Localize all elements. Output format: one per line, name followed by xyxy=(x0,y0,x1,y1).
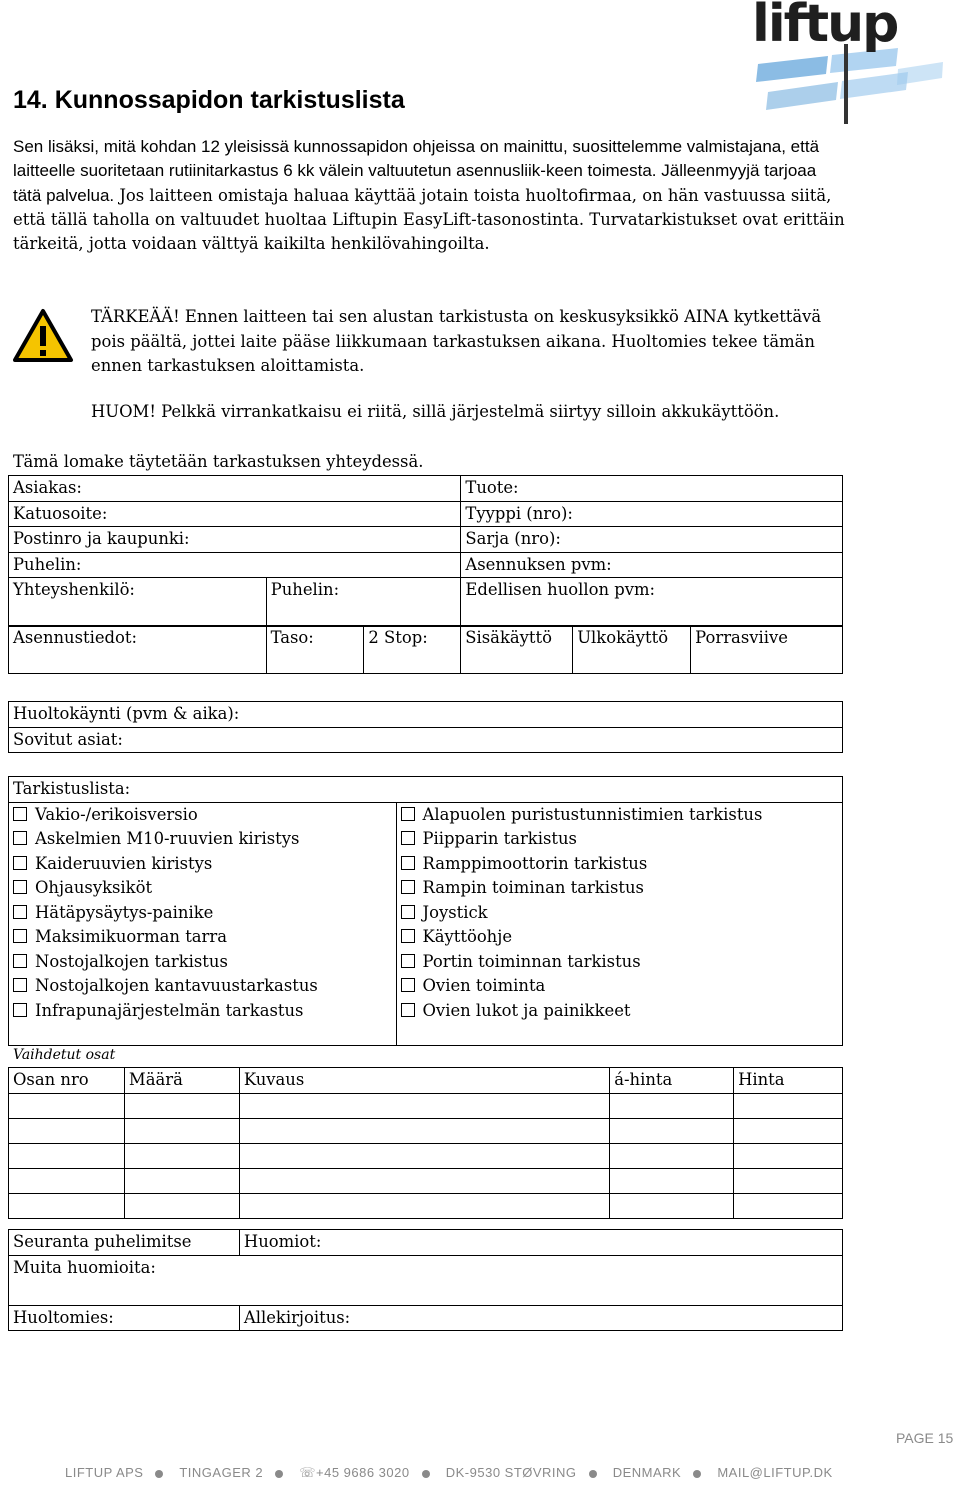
table-row xyxy=(9,1143,843,1168)
checklist-item-label: Ovien toiminta xyxy=(422,976,546,995)
checkbox-icon[interactable] xyxy=(13,929,27,943)
checkbox-icon[interactable] xyxy=(401,978,415,992)
page-title: 14. Kunnossapidon tarkistuslista xyxy=(13,86,405,114)
footer-city: DK-9530 STØVRING xyxy=(445,1465,577,1480)
checklist-item-label: Ovien lukot ja painikkeet xyxy=(422,1000,631,1020)
checkbox-icon[interactable] xyxy=(401,831,415,845)
checklist-item-label: Ramppimoottorin tarkistus xyxy=(422,853,648,873)
postinro-field[interactable]: Postinro ja kaupunki: xyxy=(9,527,461,553)
checklist-item-label: Portin toiminnan tarkistus xyxy=(422,951,641,971)
checklist-item[interactable] xyxy=(401,803,843,828)
checklist-item[interactable] xyxy=(13,852,396,877)
taso-field[interactable]: Taso: xyxy=(266,626,364,674)
checklist-item-label: Joystick xyxy=(422,902,488,922)
bullet-icon xyxy=(589,1470,597,1478)
followup-table xyxy=(8,1229,843,1331)
checkbox-icon[interactable] xyxy=(13,905,27,919)
checklist-item-label: Kaideruuvien kiristys xyxy=(35,853,213,873)
sisakaytto-option[interactable]: Sisäkäyttö xyxy=(461,626,573,674)
parts-header-ahinta: á-hinta xyxy=(610,1068,734,1094)
checkbox-icon[interactable] xyxy=(401,856,415,870)
checklist-title: Tarkistuslista: xyxy=(9,777,843,803)
huomiot-field[interactable]: Huomiot: xyxy=(239,1230,842,1256)
checkbox-icon[interactable] xyxy=(13,856,27,870)
checklist-item-label: Rampin toiminan tarkistus xyxy=(422,878,644,897)
checkbox-icon[interactable] xyxy=(13,831,27,845)
huoltokaynti-field[interactable]: Huoltokäynti (pvm & aika): xyxy=(9,702,843,728)
checklist-item-label: Piipparin tarkistus xyxy=(422,829,577,848)
table-row xyxy=(9,1168,843,1193)
table-row xyxy=(9,1193,843,1218)
checklist-left-column xyxy=(9,802,397,1045)
checkbox-icon[interactable] xyxy=(401,1003,415,1017)
checklist-item[interactable] xyxy=(13,950,396,975)
checklist-item[interactable] xyxy=(401,827,843,852)
checklist-item[interactable] xyxy=(13,803,396,828)
checklist-item[interactable] xyxy=(401,999,843,1024)
service-table xyxy=(8,701,843,753)
parts-header-kuvaus: Kuvaus xyxy=(239,1068,609,1094)
checkbox-icon[interactable] xyxy=(401,880,415,894)
muita-field[interactable]: Muita huomioita: xyxy=(9,1255,843,1280)
checklist-item[interactable] xyxy=(401,876,843,901)
checkbox-icon[interactable] xyxy=(401,929,415,943)
checklist-item[interactable] xyxy=(401,901,843,926)
stop-field[interactable]: 2 Stop: xyxy=(364,626,461,674)
intro-part1: Sen lisäksi, mitä kohdan 12 yleisissä kunnossapidon ohjeissa on mainittu, suosittelemme valmistajana, että laitteelle suoritetaan rutiinitarkastus 6 kk välein valtuutetun asennusliik-keen toimesta. Jälleenmyyjä tarjoaa tätä palvelua. xyxy=(13,137,820,205)
parts-header-hinta: Hinta xyxy=(734,1068,843,1094)
parts-title: Vaihdetut osat xyxy=(13,1047,116,1063)
allekirjoitus-field[interactable]: Allekirjoitus: xyxy=(239,1305,842,1331)
checklist-item-label: Alapuolen puristustunnistimien tarkistus xyxy=(422,804,763,824)
parts-table xyxy=(8,1067,843,1219)
checklist-item[interactable] xyxy=(13,901,396,926)
porrasviive-option[interactable]: Porrasviive xyxy=(691,626,843,674)
footer-email: MAIL@LIFTUP.DK xyxy=(717,1465,833,1480)
sarja-field[interactable]: Sarja (nro): xyxy=(461,527,843,553)
checklist-item[interactable] xyxy=(401,925,843,950)
tuote-field[interactable]: Tuote: xyxy=(461,476,843,502)
checkbox-icon[interactable] xyxy=(13,1003,27,1017)
checklist-item[interactable] xyxy=(13,974,396,999)
checkbox-icon[interactable] xyxy=(401,954,415,968)
asiakas-field[interactable]: Asiakas: xyxy=(9,476,461,502)
logo-text: liftup xyxy=(752,0,898,54)
checkbox-icon[interactable] xyxy=(401,905,415,919)
checklist-item-label: Askelmien M10-ruuvien kiristys xyxy=(35,829,300,848)
huoltomies-field[interactable]: Huoltomies: xyxy=(9,1305,240,1331)
ulkokaytto-option[interactable]: Ulkokäyttö xyxy=(573,626,691,674)
checklist-item-label: Nostojalkojen tarkistus xyxy=(35,951,228,971)
asennus-field[interactable]: Asennuksen pvm: xyxy=(461,552,843,578)
edellinen-field[interactable]: Edellisen huollon pvm: xyxy=(461,578,843,627)
install-table xyxy=(8,625,843,674)
page-number: PAGE 15 xyxy=(896,1430,954,1446)
checklist-item[interactable] xyxy=(13,876,396,901)
fill-note: Tämä lomake täytetään tarkastuksen yhteydessä. xyxy=(13,452,424,471)
checkbox-icon[interactable] xyxy=(13,978,27,992)
checkbox-icon[interactable] xyxy=(13,954,27,968)
checkbox-icon[interactable] xyxy=(401,807,415,821)
checklist-item-label: Infrapunajärjestelmän tarkastus xyxy=(35,1000,304,1020)
warning-text: TÄRKEÄÄ! Ennen laitteen tai sen alustan tarkistusta on keskusyksikkö AINA kytkettävä pois päältä, jottei laite pääse liikkumaan tarkastuksen aikana. Huoltomies tekee tämän ennen tarkastuksen aloittamista. xyxy=(91,307,822,375)
checkbox-icon[interactable] xyxy=(13,880,27,894)
tyyppi-field[interactable]: Tyyppi (nro): xyxy=(461,501,843,527)
yhteys-field[interactable]: Yhteyshenkilö: xyxy=(9,578,267,627)
bullet-icon xyxy=(275,1470,283,1478)
checklist-item-label: Nostojalkojen kantavuustarkastus xyxy=(35,976,318,995)
warning-icon xyxy=(12,308,74,364)
intro-part2: Jos laitteen omistaja haluaa käyttää jotain toista huoltofirmaa, on hän vastuussa siitä, että tällä taholla on valtuudet huoltaa Liftupin EasyLift-tasonostinta. Turvatarkistukset ovat erittäin tärkeitä, jotta voidaan välttyä kaikilta henkilövahingoilta. xyxy=(13,185,845,254)
checklist-item[interactable] xyxy=(13,827,396,852)
katuosoite-field[interactable]: Katuosoite: xyxy=(9,501,461,527)
huom-text: HUOM! Pelkkä virrankatkaisu ei riitä, sillä järjestelmä siirtyy silloin akkukäyttöön. xyxy=(91,402,780,421)
checklist-item-label: Ohjausyksiköt xyxy=(35,878,153,897)
footer-company: LIFTUP APS xyxy=(65,1465,144,1480)
checklist-item-label: Käyttöohje xyxy=(422,927,513,946)
checklist-table xyxy=(8,776,843,1046)
footer xyxy=(65,1465,833,1481)
puhelin-field[interactable]: Puhelin: xyxy=(9,552,461,578)
checklist-item-label: Hätäpysäytys-painike xyxy=(35,902,214,922)
checklist-item[interactable] xyxy=(401,950,843,975)
seuranta-field[interactable]: Seuranta puhelimitse xyxy=(9,1230,240,1256)
checklist-item[interactable] xyxy=(401,852,843,877)
asennustiedot-label: Asennustiedot: xyxy=(9,626,267,674)
bullet-icon xyxy=(693,1470,701,1478)
puhelin2-field[interactable]: Puhelin: xyxy=(266,578,461,627)
checklist-right-column xyxy=(396,802,843,1045)
parts-header-nro: Osan nro xyxy=(9,1068,125,1094)
customer-table xyxy=(8,475,843,627)
parts-header-maara: Määrä xyxy=(124,1068,239,1094)
footer-street: TINGAGER 2 xyxy=(179,1465,264,1480)
checklist-item[interactable] xyxy=(401,974,843,999)
bullet-icon xyxy=(422,1470,430,1478)
checklist-item-label: Vakio-/erikoisversio xyxy=(35,804,198,824)
footer-phone: ☏+45 9686 3020 xyxy=(299,1465,410,1480)
checklist-item[interactable] xyxy=(13,925,396,950)
footer-country: DENMARK xyxy=(612,1465,682,1480)
bullet-icon xyxy=(155,1470,163,1478)
table-row xyxy=(9,1093,843,1118)
intro-paragraph xyxy=(13,135,848,256)
checkbox-icon[interactable] xyxy=(13,807,27,821)
checklist-item-label: Maksimikuorman tarra xyxy=(35,927,227,946)
table-row xyxy=(9,1118,843,1143)
checklist-item[interactable] xyxy=(13,999,396,1024)
sovitut-field[interactable]: Sovitut asiat: xyxy=(9,727,843,753)
